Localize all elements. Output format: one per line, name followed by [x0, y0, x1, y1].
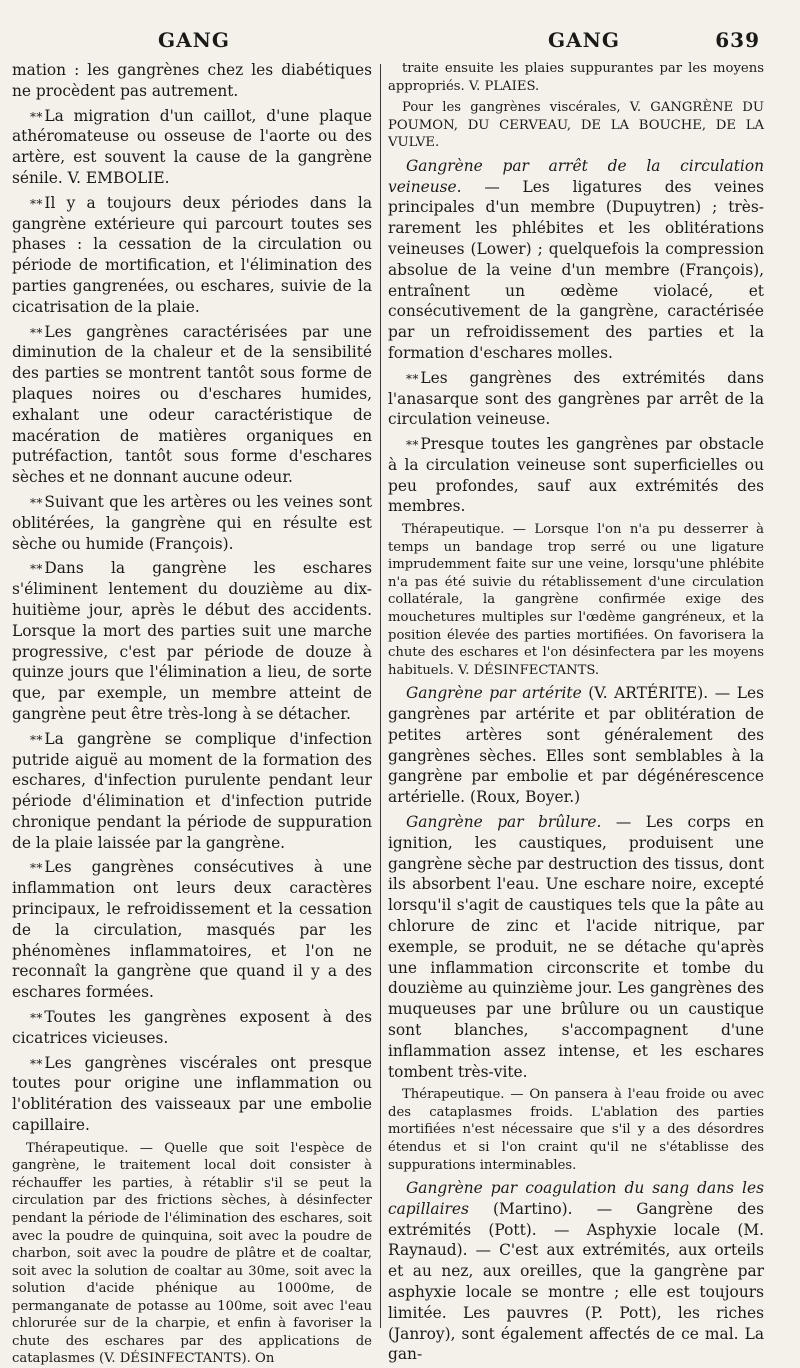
- section-asterisks: * *: [30, 861, 42, 876]
- body-paragraph: [12, 558, 372, 724]
- paragraph-text: Thérapeutique. — Quelle que soit l'espèce de gangrène, le traitement local doit consister à réchauffer les parties, à rétablir s'il se peut la circulation par des frictions sèches, à désinfecter pendant la période de l'élimination des eschares, soit avec la poudre de quinquina, soit avec la poudre de charbon, soit avec la poudre de plâtre et de coaltar, soit avec la solution de coaltar au 30me, soit avec la solution d'acide phénique au 1000me, de permanganate de potasse au 100me, soit avec l'eau chlorurée sur de la charpie, et enfin à favoriser la chute des eschares par des applications de cataplasmes (V. DÉSINFECTANTS). On: [12, 1140, 372, 1367]
- paragraph-text: (V. ARTÉRITE). — Les gangrènes par artérite et par oblitération de petites artères sont généralement des gangrènes sèches. Elles sont semblables à la gangrène par embolie et par dégénérescence artérielle. (Roux, Boyer.): [388, 684, 764, 807]
- paragraph-text: La migration d'un caillot, d'une plaque athéromateuse ou osseuse de l'aorte ou des artère, est souvent la cause de la gangrène sénile. V. EMBOLIE.: [12, 106, 372, 187]
- paragraph-text: Thérapeutique. — Lorsque l'on n'a pu desserrer à temps un bandage trop serré ou une ligature imprudemment faite sur une veine, lorsqu'une phlébite n'a pas été suivie du rétablissement d'une circulation collatérale, la gangrène confirmée exige des mouchetures multiples sur l'œdème gangréneux, et la position élevée des parties mortifiées. On favorisera la chute des eschares et l'on désinfectera par les moyens habituels. V. DÉSINFECTANTS.: [388, 522, 764, 678]
- paragraph-text: Les gangrènes caractérisées par une diminution de la chaleur et de la sensibilité des parties se montrent tantôt sous forme de plaques noires ou d'eschares humides, exhalant une odeur caractéristique de macération de matières organiques en putréfaction, tantôt sous forme d'eschares sèches et ne donnant aucune odeur.: [12, 322, 372, 487]
- paragraph-text: Les gangrènes des extrémités dans l'anasarque sont des gangrènes par arrêt de la circulation veineuse.: [388, 368, 764, 429]
- paragraph-text: traite ensuite les plaies suppurantes par les moyens appropriés. V. PLAIES.: [388, 61, 764, 94]
- paragraph-text: Les gangrènes viscérales ont presque toutes pour origine une inflammation ou l'oblitération des vaisseaux par une embolie capillaire.: [12, 1053, 372, 1135]
- therapeutics-paragraph: [388, 99, 764, 152]
- paragraph-text: mation : les gangrènes chez les diabétiques ne procèdent pas autrement.: [12, 61, 372, 100]
- section-asterisks: * *: [30, 109, 42, 124]
- body-paragraph: [12, 322, 372, 488]
- section-asterisks: * *: [30, 196, 42, 211]
- running-header-left: GANG: [158, 28, 230, 52]
- body-paragraph: [388, 434, 764, 517]
- section-asterisks: * *: [30, 732, 42, 747]
- section-asterisks: * *: [30, 495, 42, 510]
- therapeutics-paragraph: [388, 521, 764, 679]
- section-heading: Gangrène par brûlure.: [406, 812, 602, 831]
- paragraph-text: La gangrène se complique d'infection putride aiguë au moment de la formation des eschares, d'infection purulente pendant leur période d'élimination et d'infection putride chronique pendant la période de suppuration de la plaie laissée par la gangrène.: [12, 729, 372, 852]
- section-asterisks: * *: [30, 1011, 42, 1026]
- paragraph-text: Pour les gangrènes viscérales, V. GANGRÈNE DU POUMON, DU CERVEAU, DE LA BOUCHE, DE LA VULVE.: [388, 100, 764, 151]
- body-paragraph: [12, 729, 372, 854]
- right-column: [388, 60, 764, 1364]
- paragraph-text: Dans la gangrène les eschares s'éliminent lentement du douzième au dix-huitième jour, après le début des accidents. Lorsque la mort des parties suit une marche progressive, c'est par période de douze à quinze jours que l'élimination a lieu, de sorte que, par exemple, un membre atteint de gangrène peut être très-long à se détacher.: [12, 559, 372, 723]
- body-paragraph: [388, 156, 764, 364]
- paragraph-text: Suivant que les artères ou les veines sont oblitérées, la gangrène qui en résulte est sèche ou humide (François).: [12, 492, 372, 553]
- body-paragraph: [12, 1007, 372, 1049]
- body-paragraph: [12, 60, 372, 102]
- body-paragraph: [388, 1178, 764, 1365]
- paragraph-text: Toutes les gangrènes exposent à des cicatrices vicieuses.: [12, 1008, 372, 1047]
- left-column: [12, 60, 372, 1367]
- body-paragraph: [12, 106, 372, 189]
- therapeutics-paragraph: [388, 60, 764, 95]
- therapeutics-paragraph: [388, 1086, 764, 1174]
- section-asterisks: * *: [30, 325, 42, 340]
- body-paragraph: [388, 368, 764, 430]
- section-heading: Gangrène par coagulation du sang dans les capillaires: [388, 1179, 764, 1218]
- section-asterisks: * *: [30, 1056, 42, 1071]
- section-asterisks: * *: [406, 371, 418, 386]
- paragraph-text: Thérapeutique. — On pansera à l'eau froide ou avec des cataplasmes froids. L'ablation des parties mortifiées n'est nécessaire que s'il y a des désordres étendus et si l'on craint qu'il ne s'établisse des suppurations interminables.: [388, 1087, 764, 1173]
- body-paragraph: [12, 1053, 372, 1136]
- body-paragraph: [12, 492, 372, 554]
- section-heading: Gangrène par arrêt de la circulation veineuse.: [388, 156, 764, 196]
- section-heading: Gangrène par artérite: [406, 684, 582, 703]
- paragraph-text: Presque toutes les gangrènes par obstacle à la circulation veineuse sont superficielles ou peu profondes, sauf aux extrémités des membres.: [388, 435, 764, 516]
- paragraph-text: — Les ligatures des veines principales d'un membre (Dupuytren) ; très-rarement les phlébites et les oblitérations veineuses (Lower) ; quelquefois la compression absolue de la veine d'un membre (François), entraînent un œdème violacé, et consécutivement de la gangrène, caractérisée par un refroidissement des parties et la formation d'eschares molles.: [388, 177, 764, 362]
- paragraph-text: Il y a toujours deux périodes dans la gangrène extérieure qui parcourt toutes ses phases : la cessation de la circulation ou période de mortification, et l'élimination des parties gangrenées, ou eschares, suivie de la cicatrisation de la plaie.: [12, 193, 372, 316]
- body-paragraph: [12, 857, 372, 1003]
- section-asterisks: * *: [406, 438, 418, 453]
- paragraph-text: (Martino). — Gangrène des extrémités (Pott). — Asphyxie locale (M. Raynaud). — C'est aux extrémités, aux orteils et au nez, aux oreilles, que la gangrène par asphyxie locale se montre ; elle est toujours limitée. Les pauvres (P. Pott), les riches (Janroy), sont également affectés de ce mal. La gan-: [388, 1199, 764, 1364]
- section-asterisks: * *: [30, 562, 42, 577]
- body-paragraph: [388, 812, 764, 1082]
- body-paragraph: [12, 193, 372, 318]
- running-header-right: GANG: [548, 28, 620, 52]
- page-number: 639: [715, 28, 760, 52]
- column-divider: [380, 64, 381, 1328]
- paragraph-text: — Les corps en ignition, les caustiques, produisent une gangrène sèche par destruction des tissus, dont ils absorbent l'eau. Une eschare noire, excepté lorsqu'il s'agit de caustiques tels que la pâte au chlorure de zinc et l'acide nitrique, par exemple, se produit, ne se détache qu'après une inflammation circonscrite et tombe du douzième au quinzième jour. Les gangrènes des muqueuses par une brûlure ou un caustique sont blanches, s'accompagnent d'une inflammation assez intense, et les eschares tombent très-vite.: [388, 812, 764, 1081]
- paragraph-text: Les gangrènes consécutives à une inflammation ont leurs deux caractères principaux, le refroidissement et la cessation de la circulation, masqués par les phénomènes inflammatoires, et l'on ne reconnaît la gangrène que quand il y a des eschares formées.: [12, 858, 372, 1002]
- therapeutics-paragraph: [12, 1140, 372, 1368]
- body-paragraph: [388, 683, 764, 808]
